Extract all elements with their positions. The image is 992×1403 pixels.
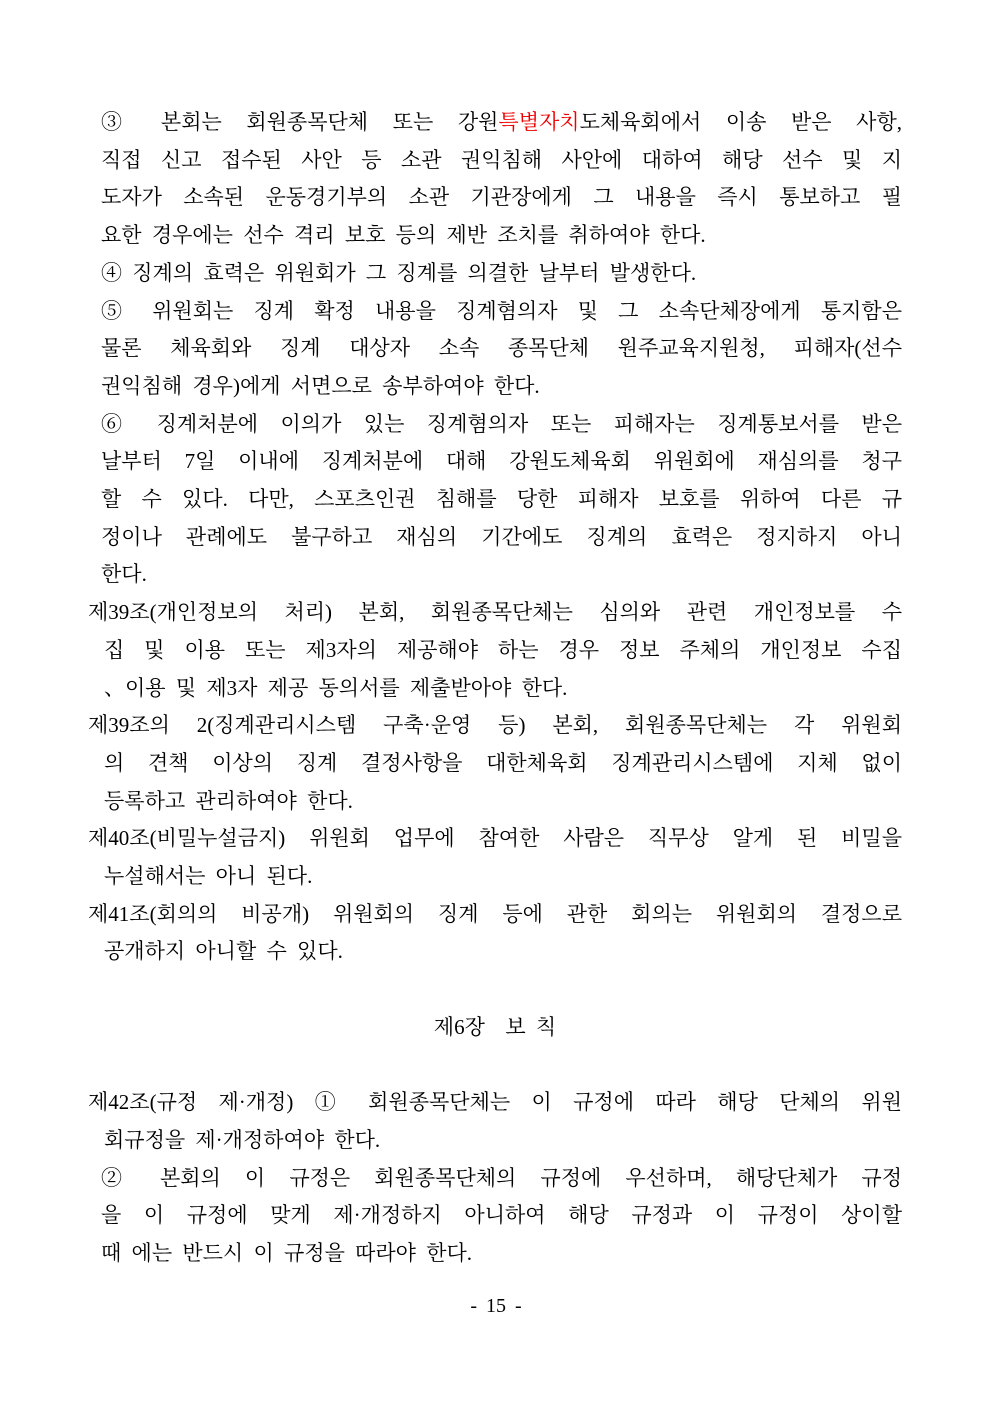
page-number: - 15 - — [470, 1295, 522, 1317]
document-body — [88, 104, 902, 1273]
text-line — [88, 783, 902, 821]
text-line — [88, 293, 902, 331]
text-line — [88, 1160, 902, 1198]
text-line — [88, 745, 902, 783]
text-line — [88, 104, 902, 142]
text-line — [88, 1235, 902, 1273]
article-42 — [88, 1084, 902, 1159]
text-segment: ⑤ 위원회는 징계 확정 내용을 징계혐의자 및 그 소속단체장에게 통지함은 — [101, 298, 902, 323]
text-line — [88, 556, 902, 594]
text-segment: 의 견책 이상의 징계 결정사항을 대한체육회 징계관리시스템에 지체 없이 — [104, 750, 902, 775]
article-39-2 — [88, 707, 902, 820]
text-line — [88, 217, 902, 255]
article-41 — [88, 896, 902, 971]
text-segment: 누설해서는 아니 된다. — [104, 864, 313, 889]
text-segment: ⑥ 징계처분에 이의가 있는 징계혐의자 또는 피해자는 징계통보서를 받은 — [101, 411, 902, 436]
highlighted-red-text: 특별자치 — [498, 110, 580, 134]
text-line — [88, 406, 902, 444]
text-line — [88, 594, 902, 632]
text-segment: 요한 경우에는 선수 격리 보호 등의 제반 조치를 취하여야 한다. — [101, 223, 706, 248]
item-paragraph-5 — [88, 293, 902, 406]
text-segment: 도자가 소속된 운동경기부의 소관 기관장에게 그 내용을 즉시 통보하고 필 — [101, 185, 902, 210]
text-line — [88, 443, 902, 481]
text-segment: 、이용 및 제3자 제공 동의서를 제출받아야 한다. — [104, 675, 568, 700]
text-line — [88, 707, 902, 745]
chapter-6-heading: 제6장 보 칙 — [433, 1014, 557, 1039]
text-line — [88, 330, 902, 368]
text-line — [88, 632, 902, 670]
text-line — [88, 1197, 902, 1235]
text-segment: 한다. — [101, 562, 147, 587]
text-line — [88, 1122, 902, 1160]
text-line — [88, 933, 902, 971]
blank-2 — [88, 1047, 902, 1085]
text-segment: 제42조(규정 제·개정) ① 회원종목단체는 이 규정에 따라 해당 단체의 위원 — [88, 1090, 902, 1115]
text-segment: 집 및 이용 또는 제3자의 제공해야 하는 경우 정보 주체의 개인정보 수집 — [104, 637, 902, 662]
text-segment: 공개하지 아니할 수 있다. — [104, 939, 343, 964]
text-line — [88, 142, 902, 180]
text-segment: 날부터 7일 이내에 징계처분에 대해 강원도체육회 위원회에 재심의를 청구 — [101, 449, 902, 474]
text-segment: 제39조(개인정보의 처리) 본회, 회원종목단체는 심의와 관련 개인정보를 수 — [88, 600, 902, 625]
text-line — [88, 896, 902, 934]
item-paragraph-3 — [88, 104, 902, 255]
text-segment: 때 에는 반드시 이 규정을 따라야 한다. — [101, 1241, 473, 1266]
text-segment: 회규정을 제·개정하여야 한다. — [104, 1127, 381, 1152]
text-segment: 정이나 관례에도 불구하고 재심의 기간에도 징계의 효력은 정지하지 아니 — [101, 524, 902, 549]
item-paragraph-6 — [88, 406, 902, 595]
article-39 — [88, 594, 902, 707]
text-line — [88, 255, 902, 293]
text-segment: 물론 체육회와 징계 대상자 소속 종목단체 원주교육지원청, 피해자(선수 — [101, 336, 902, 361]
text-segment: 제41조(회의의 비공개) 위원회의 징계 등에 관한 회의는 위원회의 결정으로 — [88, 901, 902, 926]
text-segment: 직접 신고 접수된 사안 등 소관 권익침해 사안에 대하여 해당 선수 및 지 — [101, 147, 902, 172]
text-segment: 권익침해 경우)에게 서면으로 송부하여야 한다. — [101, 373, 540, 398]
text-segment: 을 이 규정에 맞게 제·개정하지 아니하여 해당 규정과 이 규정이 상이할 — [101, 1203, 902, 1228]
blank-1 — [88, 971, 902, 1009]
text-line — [88, 670, 902, 708]
article-40 — [88, 820, 902, 895]
text-segment: 제39조의 2(징계관리시스템 구축·운영 등) 본회, 회원종목단체는 각 위원회 — [88, 713, 902, 738]
text-segment: ② 본회의 이 규정은 회원종목단체의 규정에 우선하며, 해당단체가 규정 — [101, 1165, 902, 1190]
text-line — [88, 481, 902, 519]
text-line — [88, 519, 902, 557]
text-segment: ④ 징계의 효력은 위원회가 그 징계를 의결한 날부터 발생한다. — [101, 260, 697, 285]
text-segment: 도체육회에서 이송 받은 사항, — [579, 110, 903, 134]
text-line — [88, 1084, 902, 1122]
item-paragraph-2 — [88, 1160, 902, 1273]
text-segment: 등록하고 관리하여야 한다. — [104, 788, 353, 813]
text-line — [88, 820, 902, 858]
text-line — [88, 858, 902, 896]
text-segment: 할 수 있다. 다만, 스포츠인권 침해를 당한 피해자 보호를 위하여 다른 규 — [101, 487, 902, 512]
text-segment: ③ 본회는 회원종목단체 또는 강원 — [101, 110, 499, 134]
item-paragraph-4 — [88, 255, 902, 293]
text-line — [88, 179, 902, 217]
text-line — [88, 368, 902, 406]
text-segment: 제40조(비밀누설금지) 위원회 업무에 참여한 사람은 직무상 알게 된 비밀을 — [88, 826, 902, 851]
